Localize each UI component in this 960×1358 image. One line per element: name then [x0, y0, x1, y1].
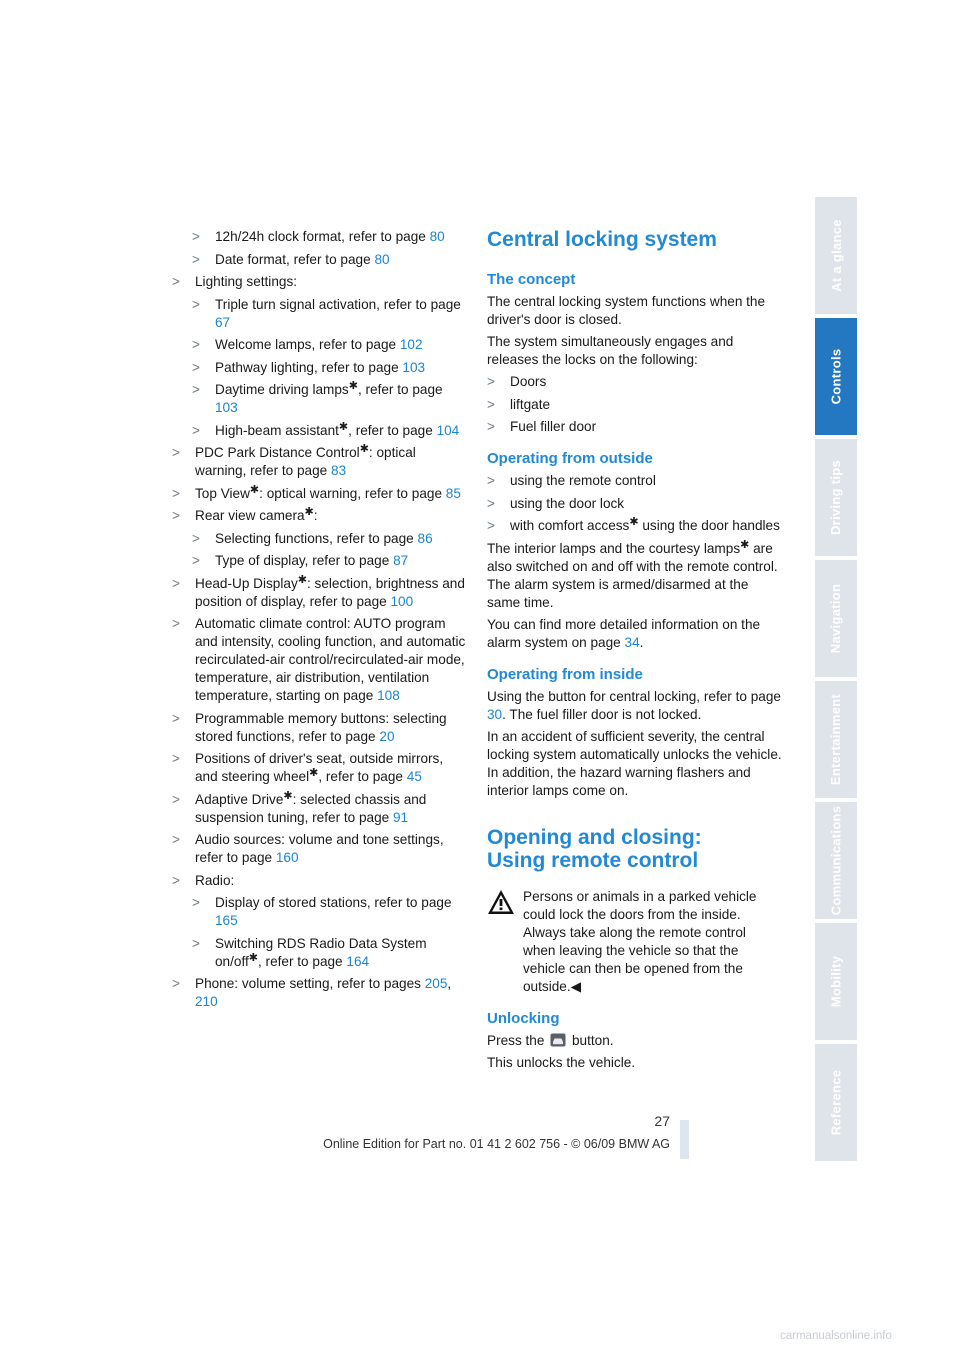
bullet-marker: > [487, 495, 495, 511]
bullet-marker: > [192, 337, 200, 352]
section-title-opening-closing: Opening and closing: Using remote control [487, 825, 702, 872]
list-item: > liftgate [487, 396, 551, 412]
bullet-marker: > [172, 616, 180, 631]
paragraph: The central locking system functions when the driver's door is closed. [487, 294, 766, 327]
list-item: > Rear view camera✱: [172, 506, 318, 523]
list-item: > Audio sources: volume and tone settings, refer to page 160 [172, 832, 444, 865]
bullet-marker: > [487, 374, 495, 389]
list-item: > using the door lock [487, 495, 625, 511]
bullet-marker: > [192, 359, 200, 375]
list-item: > Fuel filler door [487, 419, 597, 434]
bullet-marker: > [172, 976, 180, 991]
bullet-marker: > [487, 396, 495, 412]
subsection-title-outside: Operating from outside [487, 450, 653, 467]
subsection-title-concept: The concept [487, 271, 576, 288]
paragraph: You can find more detailed information on the alarm system on page 34. [487, 616, 761, 650]
bullet-marker: > [487, 419, 495, 434]
option-star-icon: ✱ [249, 483, 260, 496]
option-star-icon: ✱ [348, 380, 358, 393]
page-ref-link[interactable]: 67 [215, 314, 231, 330]
bullet-marker: > [172, 274, 180, 289]
list-item: > Radio: [172, 872, 235, 888]
page-ref-link[interactable]: 86 [417, 530, 433, 546]
page-ref-link[interactable]: 160 [275, 850, 299, 865]
bullet-marker: > [172, 575, 180, 591]
list-item: > High-beam assistant✱, refer to page 104 [192, 420, 460, 438]
end-mark-icon: ◀ [570, 978, 582, 994]
paragraph: Using the button for central locking, refer to page 30. The fuel filler door is not locked. [487, 688, 781, 722]
bullet-marker: > [172, 508, 180, 523]
list-item: > Display of stored stations, refer to page 165 [192, 895, 452, 928]
list-item: > Switching RDS Radio Data System on/off✱, refer to page 164 [192, 935, 427, 969]
bullet-marker: > [172, 832, 180, 847]
warning-note: Persons or animals in a parked vehicle could lock the doors from the inside. Always take along the remote control when leaving the vehicle so that the vehicle can then be opened from the outside.◀ [487, 888, 782, 996]
list-item: > Phone: volume setting, refer to pages 205, 210 [172, 976, 452, 1009]
tab-entertainment[interactable]: Entertainment [815, 681, 857, 798]
list-item: > with comfort access✱ using the door handles [487, 516, 780, 533]
list-item: > Positions of driver's seat, outside mirrors, and steering wheel✱, refer to page 45 [172, 751, 444, 784]
list-item: > Lighting settings: [172, 274, 298, 289]
page-ref-link[interactable]: 85 [445, 485, 461, 501]
page-ref-link[interactable]: 164 [346, 953, 370, 969]
page-number: 27 [654, 1113, 670, 1129]
list-item: > Pathway lighting, refer to page 103 [192, 359, 426, 375]
page-ref-link[interactable]: 205 [424, 976, 448, 991]
page-ref-link[interactable]: 80 [429, 229, 445, 244]
page-ref-link[interactable]: 20 [379, 728, 395, 744]
page-ref-link[interactable]: 104 [436, 422, 460, 438]
list-item: > Date format, refer to page 80 [192, 251, 390, 267]
list-item: > Daytime driving lamps✱, refer to page 103 [192, 380, 443, 415]
tab-mobility[interactable]: Mobility [815, 923, 857, 1040]
tab-navigation[interactable]: Navigation [815, 560, 857, 677]
paragraph: Press the button. [487, 1032, 614, 1048]
option-star-icon: ✱ [359, 443, 369, 456]
page-ref-link[interactable]: 100 [390, 593, 414, 609]
option-star-icon: ✱ [309, 767, 319, 780]
bullet-marker: > [192, 935, 200, 951]
paragraph: In an accident of sufficient severity, the central locking system automatically unlocks the vehicle. In addition, the hazard warning flashers and interior lamps come on. [487, 728, 782, 798]
bullet-marker: > [172, 710, 180, 726]
tab-communications[interactable]: Communications [815, 802, 857, 919]
list-item: > PDC Park Distance Control✱: optical warning, refer to page 83 [172, 443, 416, 478]
list-item: > Programmable memory buttons: selecting stored functions, refer to page 20 [172, 710, 447, 744]
tab-driving-tips[interactable]: Driving tips [815, 439, 857, 556]
bullet-marker: > [172, 445, 180, 460]
section-title-central-locking: Central locking system [487, 228, 717, 251]
paragraph: This unlocks the vehicle. [487, 1054, 636, 1070]
list-item: > Head-Up Display✱: selection, brightness and position of display, refer to page 100 [172, 573, 465, 609]
option-star-icon: ✱ [283, 789, 293, 802]
option-star-icon: ✱ [297, 573, 307, 586]
watermark: carmanualsonline.info [780, 1330, 892, 1342]
page-ref-link[interactable]: 30 [487, 706, 503, 722]
page-ref-link[interactable]: 210 [195, 994, 218, 1009]
paragraph: The interior lamps and the courtesy lamps✱ are also switched on and off with the remote control. The alarm system is armed/disarmed at the same time. [487, 538, 778, 610]
warning-triangle-icon [487, 889, 515, 915]
list-item: > Automatic climate control: AUTO program and intensity, cooling function, and automatic recirculated-air control/recirculated-air mode, temperature, air distribution, ventilation temperature, starting on page 108 [172, 616, 466, 703]
option-star-icon: ✱ [338, 420, 349, 433]
option-star-icon: ✱ [304, 506, 314, 519]
right-column [487, 228, 782, 1076]
list-item: > Selecting functions, refer to page 86 [192, 530, 433, 546]
page-ref-link[interactable]: 108 [377, 688, 400, 703]
tab-controls[interactable]: Controls [815, 318, 857, 435]
page-ref-link[interactable]: 83 [331, 463, 347, 478]
list-item: > Doors [487, 374, 547, 389]
bullet-marker: > [487, 473, 495, 488]
list-item: > Welcome lamps, refer to page 102 [192, 337, 423, 352]
page-ref-link[interactable]: 91 [393, 809, 409, 825]
bullet-marker: > [172, 791, 180, 807]
page-ref-link[interactable]: 103 [402, 359, 426, 375]
paragraph: The system simultaneously engages and releases the locks on the following: [487, 334, 734, 367]
list-item: > using the remote control [487, 473, 656, 488]
section-tabs [815, 197, 857, 1165]
remote-unlock-button-icon [550, 1033, 566, 1047]
bullet-marker: > [487, 518, 495, 533]
list-item: > Adaptive Drive✱: selected chassis and suspension tuning, refer to page 91 [172, 789, 427, 825]
tab-at-a-glance[interactable]: At a glance [815, 197, 857, 314]
list-item: > Top View✱: optical warning, refer to page 85 [172, 483, 461, 501]
page-ref-link[interactable]: 34 [624, 634, 640, 650]
page-ref-link[interactable]: 103 [215, 400, 238, 415]
page-ref-link[interactable]: 45 [406, 769, 422, 784]
bullet-marker: > [192, 553, 200, 568]
option-star-icon: ✱ [740, 538, 750, 551]
bullet-marker: > [192, 229, 200, 244]
bullet-marker: > [172, 485, 180, 501]
bullet-marker: > [192, 422, 200, 438]
bullet-marker: > [192, 530, 200, 546]
bullet-marker: > [192, 251, 200, 267]
bullet-marker: > [172, 872, 180, 888]
list-item: > Type of display, refer to page 87 [192, 553, 409, 568]
left-column [172, 228, 467, 1016]
option-star-icon: ✱ [629, 516, 639, 529]
list-item: > 12h/24h clock format, refer to page 80 [192, 229, 445, 244]
bullet-marker: > [192, 382, 200, 397]
footer-edition: Online Edition for Part no. 01 41 2 602 756 - © 06/09 BMW AG [323, 1137, 670, 1151]
bullet-marker: > [192, 895, 200, 910]
page-ref-link[interactable]: 102 [399, 337, 423, 352]
bullet-marker: > [192, 296, 200, 312]
bullet-marker: > [172, 751, 180, 766]
page-marker-bar [680, 1120, 689, 1159]
tab-reference[interactable]: Reference [815, 1044, 857, 1161]
subsection-title-inside: Operating from inside [487, 665, 643, 683]
page-ref-link[interactable]: 87 [393, 553, 409, 568]
page-ref-link[interactable]: 165 [215, 913, 238, 928]
list-item: > Triple turn signal activation, refer to page 67 [192, 296, 461, 330]
option-star-icon: ✱ [248, 951, 258, 964]
page-ref-link[interactable]: 80 [374, 251, 390, 267]
subsection-title-unlocking: Unlocking [487, 1009, 560, 1027]
